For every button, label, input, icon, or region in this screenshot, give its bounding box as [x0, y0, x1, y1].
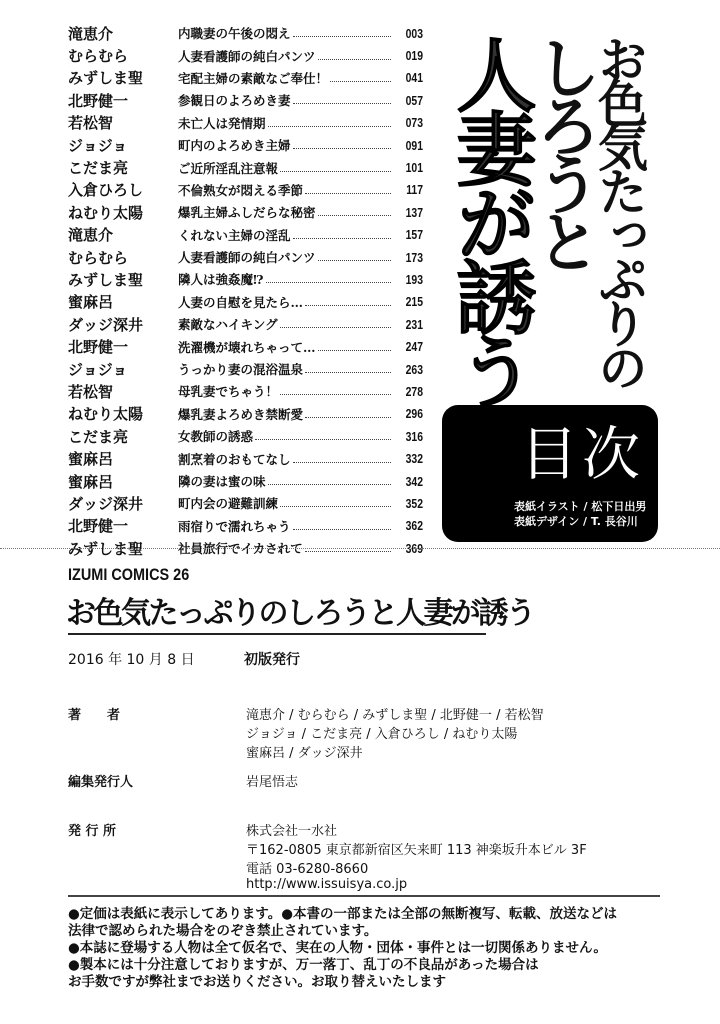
- toc-author: ジョジョ: [68, 360, 128, 379]
- toc-author: ジョジョ: [68, 136, 128, 155]
- toc-author: 滝恵介: [68, 226, 114, 245]
- divider: [0, 548, 720, 549]
- toc-title-text: くれない主婦の淫乱: [178, 227, 291, 243]
- publisher-phone: 電話 03-6280-8660: [246, 862, 369, 877]
- toc-author: 若松智: [68, 382, 114, 401]
- toc-title-text: 人妻看護師の純白パンツ: [178, 48, 316, 64]
- toc-title: [178, 91, 393, 109]
- toc-author: ダッジ深井: [68, 315, 144, 334]
- toc-row: [68, 358, 423, 380]
- toc-title: [178, 315, 393, 333]
- toc-author: 蜜麻呂: [68, 450, 114, 469]
- credit-design: 表紙デザイン / T. 長谷川: [514, 515, 638, 528]
- toc-title-text: 社員旅行でイカされて: [178, 541, 303, 557]
- toc-author: 若松智: [68, 114, 114, 133]
- toc-page: 215: [405, 294, 423, 310]
- toc-author: むらむら: [68, 47, 129, 66]
- toc-title-text: 宅配主婦の素敵なご奉仕！: [178, 70, 329, 86]
- toc-page: 073: [405, 115, 423, 131]
- notice-line: お手数ですが弊社までお送りください。お取り替えいたします: [68, 974, 446, 990]
- toc-page: 057: [405, 92, 423, 108]
- toc-row: [68, 335, 423, 357]
- toc-author: 入倉ひろし: [68, 181, 144, 200]
- toc-title-text: 割烹着のおもてなし: [178, 451, 291, 467]
- leader-dots: [266, 275, 391, 283]
- notice-line: 法律で認められた場合をのぞき禁止されています。: [68, 923, 378, 939]
- toc-page: 101: [405, 160, 423, 176]
- mokuji-heading: 目次: [520, 420, 645, 488]
- table-of-contents: [68, 22, 423, 559]
- toc-title-text: 隣の妻は蜜の味: [178, 474, 266, 489]
- toc-title: [178, 159, 393, 177]
- toc-title-text: 母乳妻でちゃう！: [178, 384, 279, 400]
- toc-page: 091: [405, 137, 423, 153]
- toc-title: [178, 248, 393, 266]
- toc-title: [178, 24, 393, 42]
- leader-dots: [293, 522, 391, 530]
- toc-author: みずしま聖: [68, 69, 144, 88]
- toc-page: 231: [405, 316, 423, 332]
- divider: [68, 895, 660, 897]
- toc-row: [68, 470, 423, 492]
- toc-title-text: 人妻の自慰を見たら…: [178, 294, 304, 310]
- leader-dots: [293, 455, 391, 463]
- toc-page: 296: [405, 406, 423, 422]
- toc-title: [178, 472, 393, 490]
- leader-dots: [280, 164, 391, 172]
- authors-label: 著 者: [68, 708, 121, 723]
- authors-line: 蜜麻呂 / ダッジ深井: [246, 746, 363, 761]
- toc-author: むらむら: [68, 248, 129, 267]
- leader-dots: [280, 499, 391, 507]
- toc-page: 003: [405, 25, 423, 41]
- leader-dots: [280, 387, 391, 395]
- toc-title: [178, 203, 393, 221]
- leader-dots: [305, 410, 391, 418]
- toc-title-text: 隣人は強姦魔⁉: [178, 272, 264, 288]
- edition: 初版発行: [244, 652, 300, 668]
- leader-dots: [293, 29, 391, 37]
- publisher-label: 発 行 所: [68, 824, 117, 839]
- title-underline: [68, 633, 486, 635]
- toc-page: 278: [405, 383, 423, 399]
- toc-title-text: うっかり妻の混浴温泉: [178, 362, 304, 378]
- toc-title: [178, 450, 393, 468]
- leader-dots: [255, 432, 391, 440]
- toc-author: 北野健一: [68, 517, 129, 536]
- toc-title: [178, 136, 393, 154]
- credit-illust: 表紙イラスト / 松下日出男: [514, 500, 647, 513]
- toc-author: 滝恵介: [68, 24, 114, 43]
- toc-title: [178, 293, 393, 311]
- toc-title-text: 雨宿りで濡れちゃう: [178, 518, 291, 534]
- toc-title: [178, 382, 393, 400]
- cover-title-col3: 人妻が誘う: [443, 34, 537, 404]
- toc-page: 369: [405, 540, 423, 556]
- toc-author: みずしま聖: [68, 270, 144, 289]
- leader-dots: [268, 119, 391, 127]
- toc-page: 193: [405, 271, 423, 287]
- editor-name: 岩尾悟志: [246, 775, 299, 790]
- toc-author: みずしま聖: [68, 539, 144, 558]
- toc-title-text: 内職妻の午後の悶え: [178, 26, 291, 42]
- toc-page: 362: [405, 518, 423, 534]
- toc-title: [178, 360, 393, 378]
- leader-dots: [293, 96, 391, 104]
- toc-row: [68, 291, 423, 313]
- toc-page: 342: [405, 473, 423, 489]
- toc-author: こだま亮: [68, 159, 129, 178]
- toc-title: [178, 405, 393, 423]
- series-label: IZUMI COMICS 26: [68, 565, 190, 584]
- toc-row: [68, 89, 423, 111]
- leader-dots: [318, 253, 391, 261]
- toc-page: 332: [405, 451, 423, 467]
- toc-title-text: 爆乳主婦ふしだらな秘密: [178, 205, 316, 221]
- leader-dots: [318, 52, 391, 60]
- toc-title: [178, 114, 393, 132]
- toc-row: [68, 246, 423, 268]
- toc-page: 247: [405, 339, 423, 355]
- authors-line: 滝恵介 / むらむら / みずしま聖 / 北野健一 / 若松智: [246, 708, 544, 723]
- toc-author: ねむり太陽: [68, 405, 144, 424]
- notice-line: ●製本には十分注意しておりますが、万一落丁、乱丁の不良品があった場合は: [68, 957, 539, 973]
- publisher-name: 株式会社一水社: [246, 824, 338, 839]
- cover-title-col2: しろうと: [524, 34, 602, 266]
- toc-title-text: 町内のよろめき主婦: [178, 138, 291, 154]
- toc-row: [68, 380, 423, 402]
- toc-title: [178, 69, 393, 87]
- toc-page: 173: [405, 249, 423, 265]
- toc-row: [68, 134, 423, 156]
- toc-row: [68, 44, 423, 66]
- cover-title-col1: お色気たっぷりの: [590, 34, 649, 386]
- toc-author: 蜜麻呂: [68, 472, 114, 491]
- toc-title: [178, 338, 393, 356]
- toc-title-text: 参観日のよろめき妻: [178, 93, 291, 109]
- leader-dots: [305, 186, 391, 194]
- toc-row: [68, 112, 423, 134]
- toc-title-text: ご近所淫乱注意報: [178, 160, 279, 176]
- toc-title-text: 人妻看護師の純白パンツ: [178, 250, 316, 266]
- toc-title-text: 不倫熟女が悶える季節: [178, 182, 304, 198]
- publish-date: 2016 年 10 月 8 日: [68, 652, 195, 668]
- toc-page: 352: [405, 495, 423, 511]
- book-title: お色気たっぷりのしろうと人妻が誘う: [66, 596, 534, 631]
- toc-title: [178, 517, 393, 535]
- toc-row: [68, 179, 423, 201]
- toc-row: [68, 67, 423, 89]
- leader-dots: [305, 298, 391, 306]
- toc-row: [68, 403, 423, 425]
- toc-title: [178, 427, 393, 445]
- notice-line: ●定価は表紙に表示してあります。●本書の一部または全部の無断複写、転載、放送などは: [68, 906, 617, 922]
- authors-line: ジョジョ / こだま亮 / 入倉ひろし / ねむり太陽: [246, 727, 518, 742]
- toc-page: 157: [405, 227, 423, 243]
- toc-title: [178, 494, 393, 512]
- leader-dots: [330, 74, 391, 82]
- toc-title-text: 町内会の避難訓練: [178, 496, 279, 512]
- toc-author: 北野健一: [68, 91, 129, 110]
- toc-page: 019: [405, 48, 423, 64]
- toc-row: [68, 492, 423, 514]
- editor-label: 編集発行人: [68, 775, 134, 790]
- toc-row: [68, 515, 423, 537]
- toc-title: [178, 47, 393, 65]
- toc-page: 137: [405, 204, 423, 220]
- leader-dots: [293, 141, 391, 149]
- toc-page: 117: [406, 182, 423, 198]
- toc-title-text: 未亡人は発情期: [178, 115, 266, 131]
- toc-page: 041: [405, 70, 423, 86]
- publisher-address: 〒162-0805 東京都新宿区矢来町 113 神楽坂升本ビル 3F: [246, 843, 587, 858]
- leader-dots: [268, 477, 391, 485]
- toc-author: 北野健一: [68, 338, 129, 357]
- toc-author: こだま亮: [68, 427, 129, 446]
- toc-title-text: 女教師の誘惑: [178, 429, 254, 445]
- toc-row: [68, 447, 423, 469]
- toc-row: [68, 268, 423, 290]
- notice-line: ●本誌に登場する人物は全て仮名で、実在の人物・団体・事件とは一切関係ありません。: [68, 940, 607, 956]
- toc-title-text: 洗濯機が壊れちゃって…: [178, 339, 316, 355]
- toc-page: 263: [405, 361, 423, 377]
- toc-title-text: 爆乳妻よろめき禁断愛: [178, 406, 304, 422]
- toc-title: [178, 270, 393, 288]
- toc-author: 蜜麻呂: [68, 293, 114, 312]
- toc-title: [178, 226, 393, 244]
- leader-dots: [305, 365, 391, 373]
- toc-row: [68, 313, 423, 335]
- toc-title: [178, 181, 393, 199]
- toc-row: [68, 224, 423, 246]
- toc-row: [68, 156, 423, 178]
- toc-row: [68, 22, 423, 44]
- publisher-url[interactable]: http://www.issuisya.co.jp: [246, 877, 408, 891]
- toc-row: [68, 425, 423, 447]
- leader-dots: [293, 231, 391, 239]
- leader-dots: [318, 343, 391, 351]
- leader-dots: [318, 208, 391, 216]
- toc-author: ねむり太陽: [68, 203, 144, 222]
- leader-dots: [280, 320, 391, 328]
- toc-page: 316: [405, 428, 423, 444]
- toc-author: ダッジ深井: [68, 494, 144, 513]
- toc-title-text: 素敵なハイキング: [178, 317, 278, 333]
- toc-row: [68, 201, 423, 223]
